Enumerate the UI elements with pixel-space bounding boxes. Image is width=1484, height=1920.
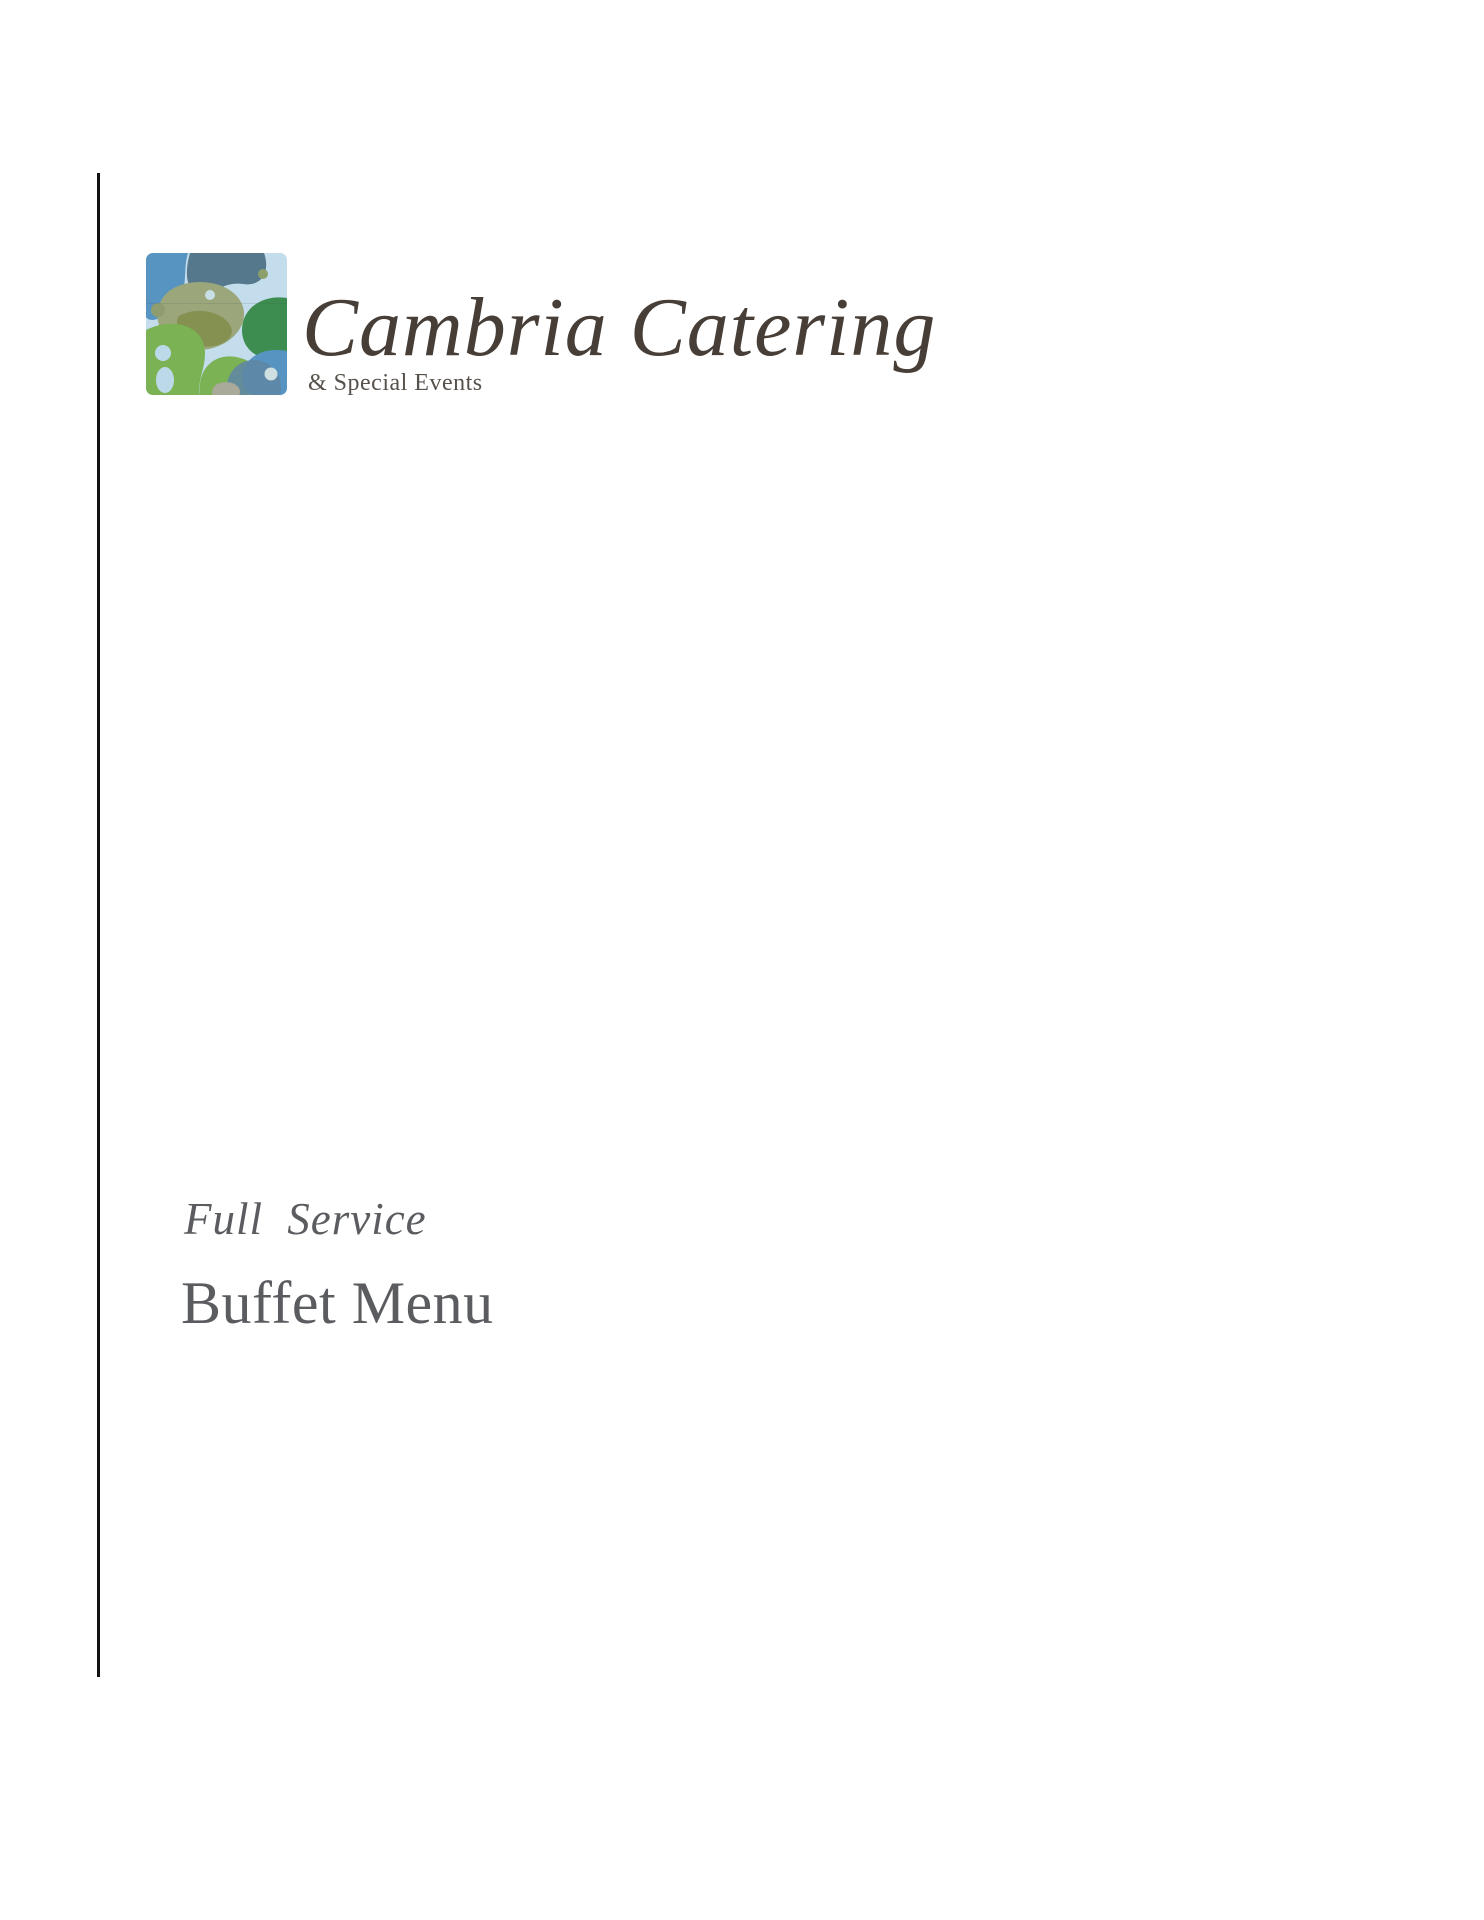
logo-dot-light-on-sage <box>205 290 215 300</box>
brand-name: Cambria Catering <box>302 281 937 374</box>
logo-dot-olive-left <box>151 303 165 317</box>
logo-dot-light-on-circle <box>265 368 278 381</box>
logo-seam-line <box>146 303 287 304</box>
cover-title: Buffet Menu <box>181 1270 494 1336</box>
logo-dot-olive-top-right <box>258 269 268 279</box>
logo-dot-pale-2 <box>156 367 174 393</box>
brand-logo-icon <box>146 253 287 395</box>
logo-dot-pale-1 <box>155 345 171 361</box>
cover-kicker: Full Service <box>184 1194 427 1244</box>
left-margin-rule <box>97 173 100 1677</box>
brand-tagline: & Special Events <box>308 370 483 396</box>
logo-blob-grass-left <box>146 324 205 395</box>
